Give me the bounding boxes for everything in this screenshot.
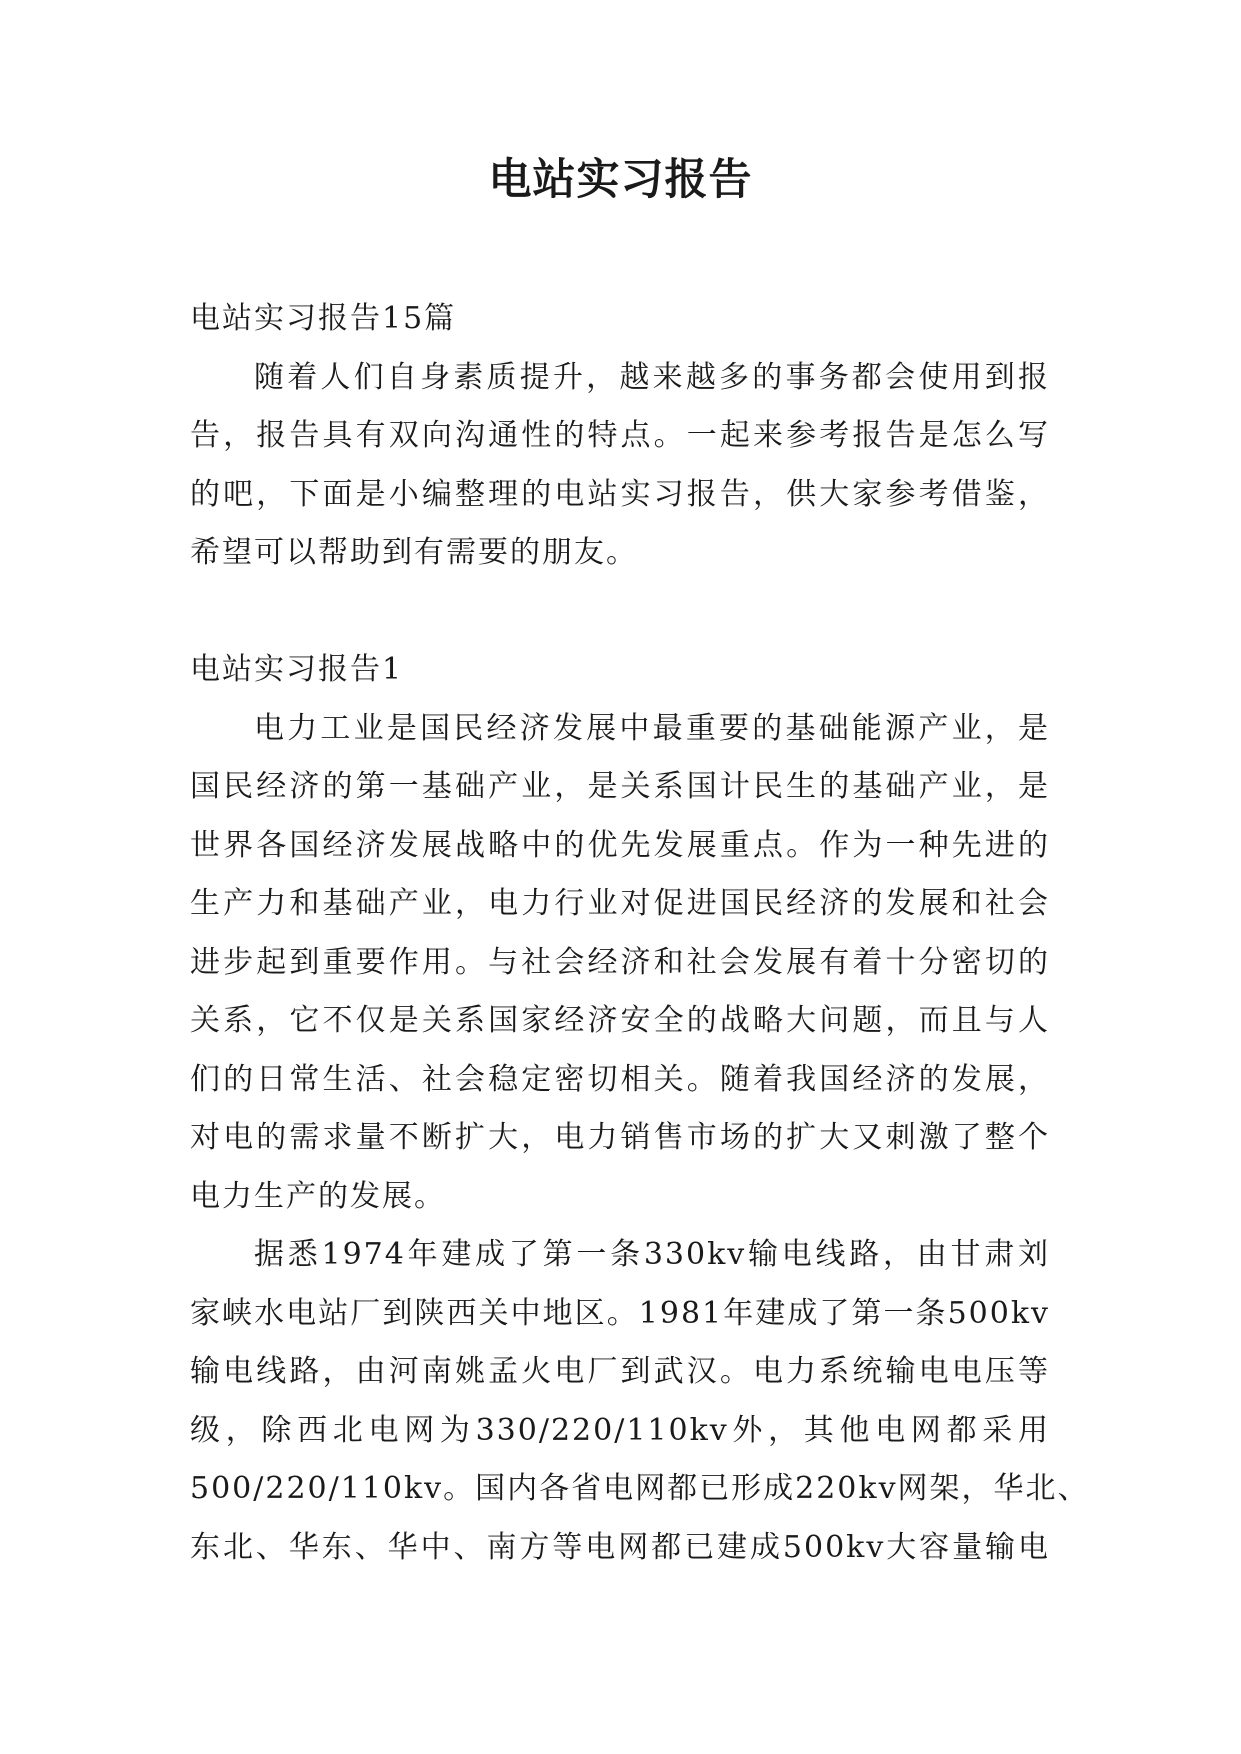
- document-body: [190, 290, 1090, 1577]
- paragraph-line: 东北、华东、华中、南方等电网都已建成500kv大容量输电: [190, 1529, 1050, 1565]
- paragraph-line: 国民经济的第一基础产业，是关系国计民生的基础产业，是: [190, 769, 1050, 804]
- paragraph-line: 电力生产的发展。: [190, 1178, 446, 1214]
- section1-paragraph-2: [190, 1226, 1090, 1577]
- paragraph-line: 希望可以帮助到有需要的朋友。: [190, 535, 638, 570]
- paragraph-line: 级，除西北电网为330/220/110kv外，其他电网都采用: [190, 1412, 1050, 1448]
- section1-paragraph-1: [190, 700, 1050, 1227]
- blank-line: [190, 583, 1050, 642]
- paragraph-line: 输电线路，由河南姚孟火电厂到武汉。电力系统输电电压等: [190, 1354, 1050, 1389]
- intro-paragraph: [190, 349, 1050, 583]
- paragraph-line: 500/220/110kv。国内各省电网都已形成220kv网架，华北、: [190, 1471, 1090, 1506]
- paragraph-line: 对电的需求量不断扩大，电力销售市场的扩大又刺激了整个: [190, 1120, 1050, 1155]
- paragraph-line: 据悉1974年建成了第一条330kv输电线路，由甘肃刘: [254, 1237, 1050, 1272]
- section-heading: 电站实习报告1: [190, 652, 404, 687]
- paragraph-line: 们的日常生活、社会稳定密切相关。随着我国经济的发展，: [190, 1061, 1050, 1097]
- paragraph-line: 随着人们自身素质提升，越来越多的事务都会使用到报: [254, 359, 1050, 395]
- paragraph-line: 进步起到重要作用。与社会经济和社会发展有着十分密切的: [190, 944, 1050, 980]
- paragraph-line: 生产力和基础产业，电力行业对促进国民经济的发展和社会: [190, 886, 1050, 921]
- document-title: 电站实习报告: [488, 155, 753, 205]
- paragraph-line: 世界各国经济发展战略中的优先发展重点。作为一种先进的: [190, 827, 1050, 863]
- paragraph-line: 家峡水电站厂到陕西关中地区。1981年建成了第一条500kv: [190, 1295, 1050, 1331]
- paragraph-line: 关系，它不仅是关系国家经济安全的战略大问题，而且与人: [190, 1003, 1050, 1038]
- paragraph-line: 告，报告具有双向沟通性的特点。一起来参考报告是怎么写: [190, 418, 1050, 453]
- paragraph-line: 电力工业是国民经济发展中最重要的基础能源产业，是: [254, 710, 1050, 746]
- paragraph-line: 的吧，下面是小编整理的电站实习报告，供大家参考借鉴，: [190, 476, 1050, 512]
- subtitle: 电站实习报告15篇: [190, 301, 457, 336]
